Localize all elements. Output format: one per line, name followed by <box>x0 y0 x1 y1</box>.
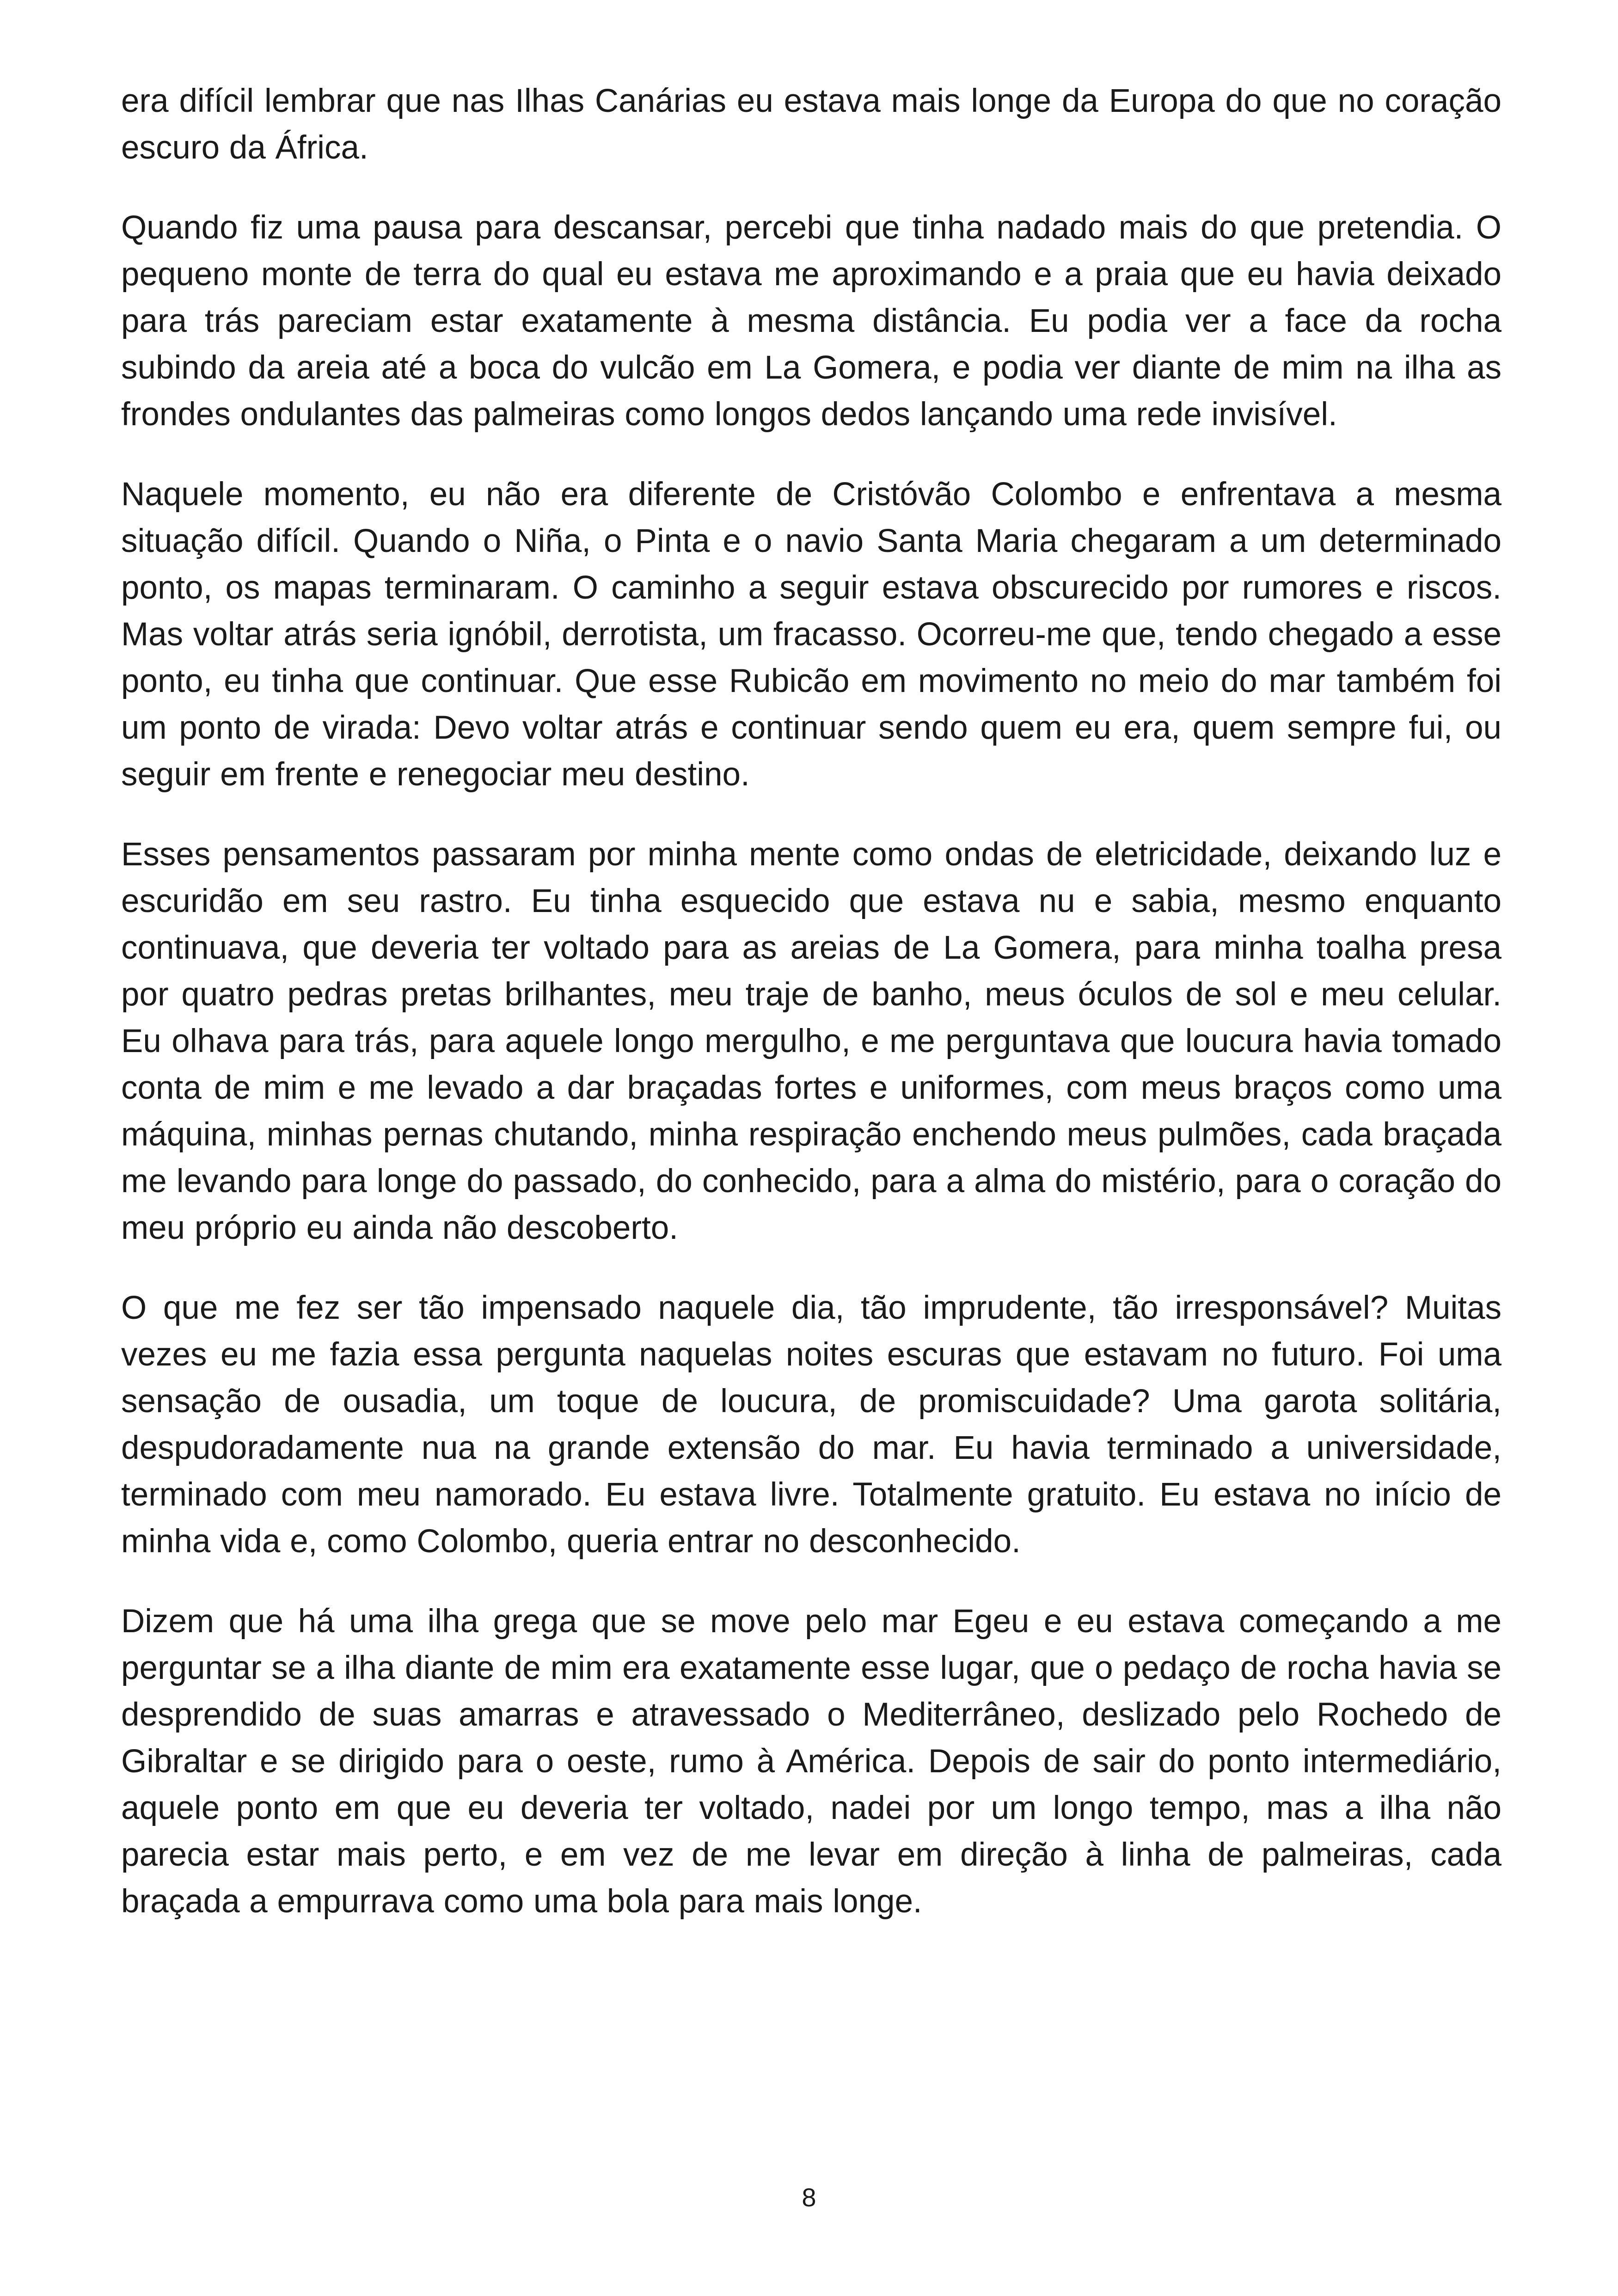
paragraph-3: Naquele momento, eu não era diferente de Cristóvão Colombo e enfrentava a mesma situação difícil. Quando o Niña, o Pinta e o navio Santa Maria chegaram a um determinado ponto, os mapas terminaram. O caminho a seguir estava obscurecido por rumores e riscos. Mas voltar atrás seria ignóbil, derrotista, um fracasso. Ocorreu-me que, tendo chegado a esse ponto, eu tinha que continuar. Que esse Rubicão em movimento no meio do mar também foi um ponto de virada: Devo voltar atrás e continuar sendo quem eu era, quem sempre fui, ou seguir em frente e renegociar meu destino. <box>121 476 1502 793</box>
paragraph-2: Quando fiz uma pausa para descansar, percebi que tinha nadado mais do que pretendia. O pequeno monte de terra do qual eu estava me aproximando e a praia que eu havia deixado para trás pareciam estar exatamente à mesma distância. Eu podia ver a face da rocha subindo da areia até a boca do vulcão em La Gomera, e podia ver diante de mim na ilha as frondes ondulantes das palmeiras como longos dedos lançando uma rede invisível. <box>121 209 1502 433</box>
body-text <box>121 78 1502 1958</box>
page-number: 8 <box>802 2183 816 2212</box>
paragraph-1: era difícil lembrar que nas Ilhas Canárias eu estava mais longe da Europa do que no coração escuro da África. <box>121 83 1502 166</box>
paragraph-4: Esses pensamentos passaram por minha mente como ondas de eletricidade, deixando luz e escuridão em seu rastro. Eu tinha esquecido que estava nu e sabia, mesmo enquanto continuava, que deveria ter voltado para as areias de La Gomera, para minha toalha presa por quatro pedras pretas brilhantes, meu traje de banho, meus óculos de sol e meu celular. Eu olhava para trás, para aquele longo mergulho, e me perguntava que loucura havia tomado conta de mim e me levado a dar braçadas fortes e uniformes, com meus braços como uma máquina, minhas pernas chutando, minha respiração enchendo meus pulmões, cada braçada me levando para longe do passado, do conhecido, para a alma do mistério, para o coração do meu próprio eu ainda não descoberto. <box>121 836 1502 1246</box>
paragraph-5: O que me fez ser tão impensado naquele dia, tão imprudente, tão irresponsável? Muitas vezes eu me fazia essa pergunta naquelas noites escuras que estavam no futuro. Foi uma sensação de ousadia, um toque de loucura, de promiscuidade? Uma garota solitária, despudoradamente nua na grande extensão do mar. Eu havia terminado a universidade, terminado com meu namorado. Eu estava livre. Totalmente gratuito. Eu estava no início de minha vida e, como Colombo, queria entrar no desconhecido. <box>121 1290 1502 1560</box>
paragraph-6: Dizem que há uma ilha grega que se move pelo mar Egeu e eu estava começando a me perguntar se a ilha diante de mim era exatamente esse lugar, que o pedaço de rocha havia se desprendido de suas amarras e atravessado o Mediterrâneo, deslizado pelo Rochedo de Gibraltar e se dirigido para o oeste, rumo à América. Depois de sair do ponto intermediário, aquele ponto em que eu deveria ter voltado, nadei por um longo tempo, mas a ilha não parecia estar mais perto, e em vez de me levar em direção à linha de palmeiras, cada braçada a empurrava como uma bola para mais longe. <box>121 1603 1502 1920</box>
